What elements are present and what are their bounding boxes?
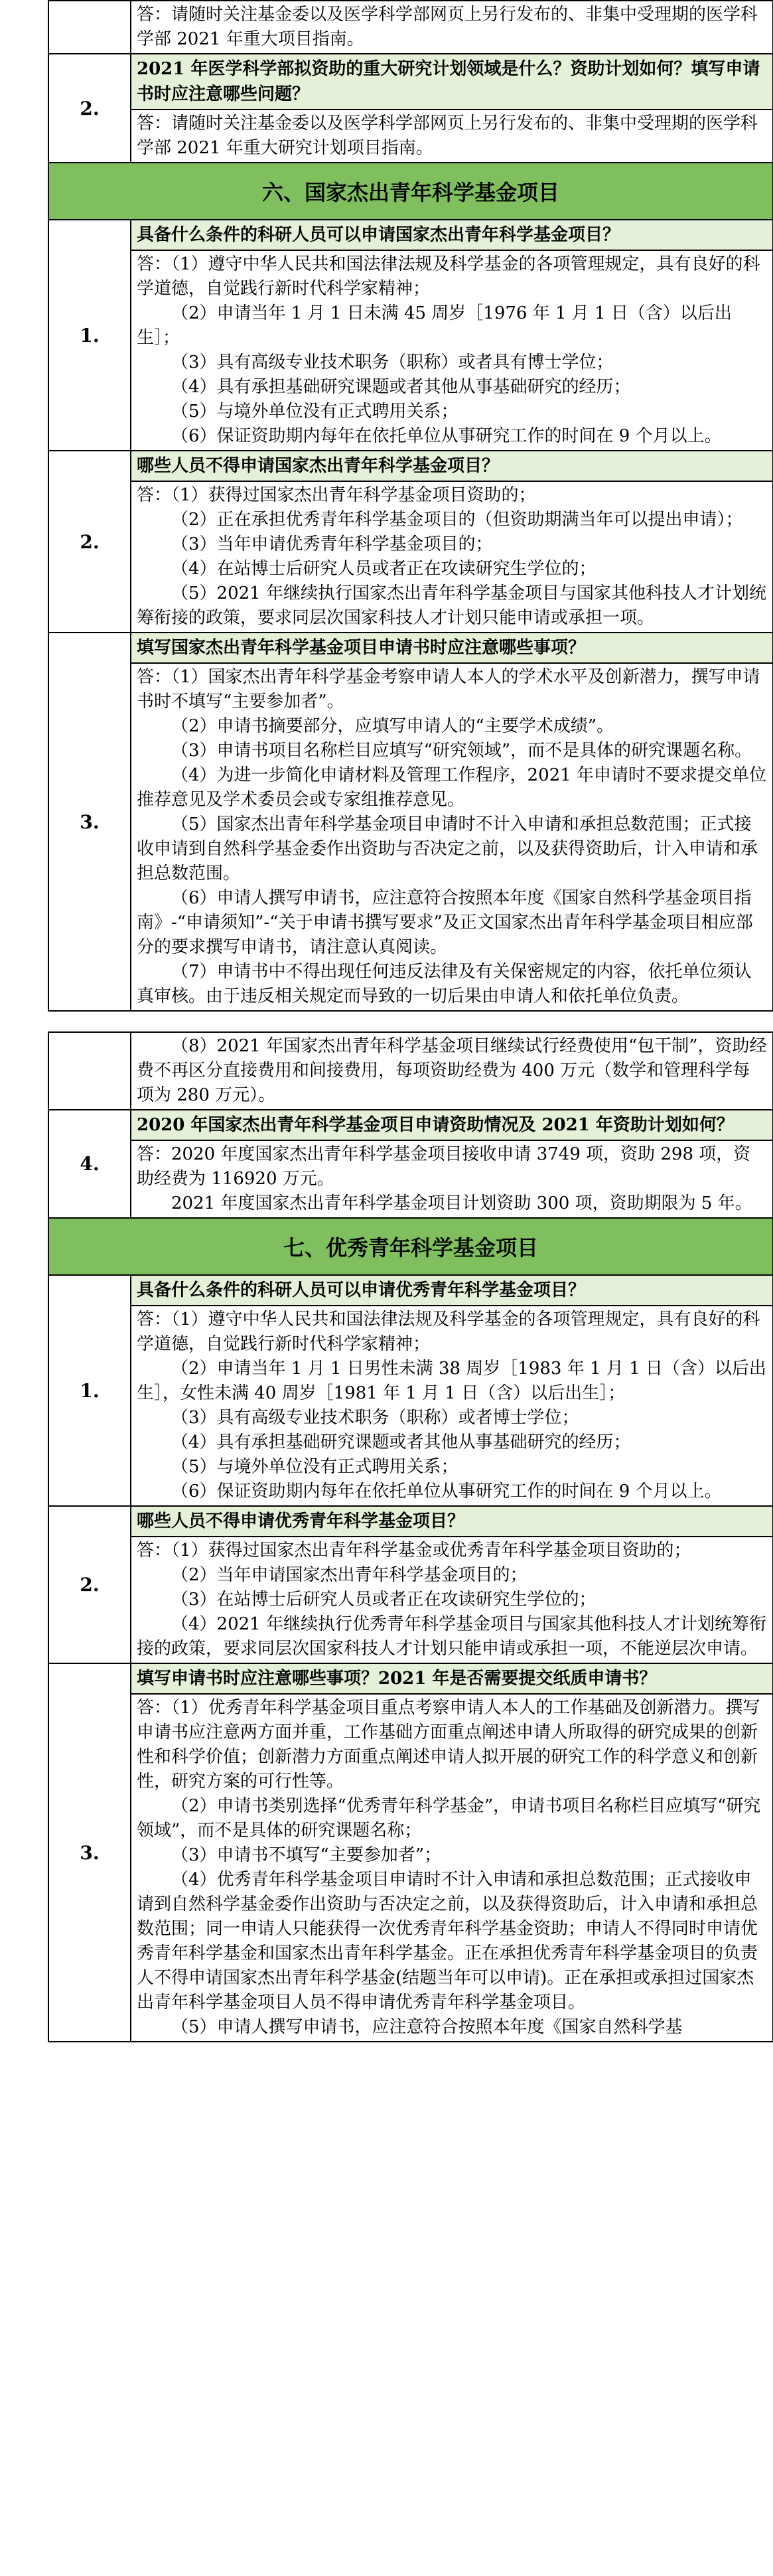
- answer-paragraph: 答：（1）遵守中华人民共和国法律法规及科学基金的各项管理规定，具有良好的科学道德，自觉践行新时代科学家精神；: [137, 1310, 760, 1354]
- answer-paragraph: （4）具有承担基础研究课题或者其他从事基础研究的经历；: [171, 377, 631, 397]
- answer-paragraph: （5）申请人撰写申请书，应注意符合按照本年度《国家自然科学基: [171, 2017, 683, 2037]
- table-row: [48, 481, 773, 633]
- faq-table-part-2: [48, 1031, 773, 2042]
- table-row: [48, 1140, 773, 1218]
- answer-paragraph: （5）2021 年继续执行国家杰出青年科学基金项目与国家其他科技人才计划统筹衔接的政策，要求同层次国家科技人才计划只能申请或承担一项。: [137, 583, 766, 628]
- table-row: [48, 1032, 773, 1110]
- answer-cell: [131, 1140, 773, 1218]
- answer-paragraph: 答：（1）优秀青年科学基金项目重点考察申请人本人的工作基础及创新潜力。撰写申请书应注意两方面并重，工作基础方面重点阐述申请人所取得的研究成果的创新性和科学价值；创新潜力方面重点阐述申请人拟开展的研究工作的科学意义和创新性，研究方案的可行性等。: [137, 1698, 760, 1791]
- answer-paragraph: （2）正在承担优秀青年科学基金项目的（但资助期满当年可以提出申请）；: [171, 510, 743, 530]
- answer-paragraph: （3）当年申请优秀青年科学基金项目的；: [171, 534, 493, 554]
- answer-paragraph: （6）保证资助期内每年在依托单位从事研究工作的时间在 9 个月以上。: [171, 1481, 722, 1501]
- answer-paragraph: （6）申请人撰写申请书，应注意符合按照本年度《国家自然科学基金项目指南》-“申请须知”-“关于申请书撰写要求”及正文国家杰出青年科学基金项目相应部分的要求撰写申请书，请注意认真阅读。: [137, 888, 753, 957]
- answer-paragraph: （7）申请书中不得出现任何违反法律及有关保密规定的内容，依托单位须认真审核。由于违反相关规定而导致的一切后果由申请人和依托单位负责。: [137, 962, 752, 1006]
- answer-paragraph: （2）申请书摘要部分，应填写申请人的“主要学术成绩”。: [171, 716, 614, 736]
- question-cell: 具备什么条件的科研人员可以申请国家杰出青年科学基金项目？: [131, 220, 773, 250]
- faq-table-part-1: [48, 0, 773, 1012]
- answer-paragraph: （4）在站博士后研究人员或者正在攻读研究生学位的；: [171, 559, 597, 579]
- item-number: 4.: [48, 1110, 131, 1218]
- answer-cell: [131, 1694, 773, 2042]
- table-row: [48, 451, 773, 481]
- answer-paragraph: 答：（1）获得过国家杰出青年科学基金或优秀青年科学基金项目资助的；: [137, 1541, 691, 1560]
- table-row: [48, 1, 773, 54]
- question-cell: 填写申请书时应注意哪些事项？2021 年是否需要提交纸质申请书？: [131, 1663, 773, 1694]
- answer-paragraph: （2）申请当年 1 月 1 日男性未满 38 周岁［1983 年 1 月 1 日（含）以后出生］，女性未满 40 周岁［1981 年 1 月 1 日（含）以后出生］；: [137, 1359, 766, 1403]
- answer-paragraph: 答：（1）遵守中华人民共和国法律法规及科学基金的各项管理规定，具有良好的科学道德，自觉践行新时代科学家精神；: [137, 254, 760, 299]
- item-number: 2.: [48, 54, 131, 163]
- item-number: 1.: [48, 220, 131, 451]
- section-header-row: [48, 163, 773, 220]
- answer-cell: [131, 1537, 773, 1663]
- answer-cell: [131, 1306, 773, 1506]
- item-number-cell: [48, 1032, 131, 1110]
- table-row: [48, 250, 773, 451]
- answer-paragraph: （5）与境外单位没有正式聘用关系；: [171, 402, 458, 421]
- answer-text: 答：请随时关注基金委以及医学科学部网页上另行发布的、非集中受理期的医学科学部 2021 年重大项目指南。: [137, 5, 758, 49]
- table-row: [48, 1275, 773, 1306]
- answer-paragraph: （3）申请书项目名称栏目应填写“研究领域”，而不是具体的研究课题名称。: [171, 741, 752, 761]
- item-number: 2.: [48, 451, 131, 633]
- answer-paragraph: （3）具有高级专业技术职务（职称）或者博士学位；: [171, 1408, 579, 1428]
- answer-paragraph: 答：（1）国家杰出青年科学基金考察申请人本人的学术水平及创新潜力，撰写申请书时不填写“主要参加者”。: [137, 667, 760, 712]
- answer-paragraph: （2）当年申请国家杰出青年科学基金项目的；: [171, 1565, 527, 1585]
- answer-cell: [131, 481, 773, 633]
- table-row: [48, 1694, 773, 2042]
- answer-paragraph: （3）在站博士后研究人员或者正在攻读研究生学位的；: [171, 1590, 597, 1610]
- table-row: [48, 54, 773, 110]
- answer-cell: [131, 663, 773, 1011]
- answer-paragraph: （5）与境外单位没有正式聘用关系；: [171, 1457, 458, 1477]
- answer-paragraph: （6）保证资助期内每年在依托单位从事研究工作的时间在 9 个月以上。: [171, 426, 722, 446]
- item-number-cell: [48, 1, 131, 54]
- answer-paragraph: （4）为进一步简化申请材料及管理工作程序，2021 年申请时不要求提交单位推荐意见及学术委员会或专家组推荐意见。: [137, 765, 766, 810]
- question-cell: 哪些人员不得申请优秀青年科学基金项目？: [131, 1506, 773, 1537]
- table-row: [48, 663, 773, 1011]
- question-cell: 哪些人员不得申请国家杰出青年科学基金项目？: [131, 451, 773, 481]
- table-row: [48, 1306, 773, 1506]
- answer-paragraph: （2）申请当年 1 月 1 日未满 45 周岁［1976 年 1 月 1 日（含）以后出生］；: [137, 303, 732, 348]
- item-number: 3.: [48, 633, 131, 1011]
- answer-paragraph: （2）申请书类别选择“优秀青年科学基金”，申请书项目名称栏目应填写“研究领域”，而不是具体的研究课题名称；: [137, 1796, 761, 1841]
- answer-paragraph: （5）国家杰出青年科学基金项目申请时不计入申请和承担总数范围；正式接收申请到自然科学基金委作出资助与否决定之前，以及获得资助后，计入申请和承担总数范围。: [137, 814, 758, 883]
- answer-paragraph: 答：2020 年度国家杰出青年科学基金项目接收申请 3749 项，资助 298 项，资助经费为 116920 万元。: [137, 1144, 751, 1189]
- answer-cell: [131, 250, 773, 451]
- answer-paragraph: （3）具有高级专业技术职务（职称）或者具有博士学位；: [171, 352, 614, 372]
- answer-paragraph: （4）优秀青年科学基金项目申请时不计入申请和承担总数范围；正式接收申请到自然科学基金委作出资助与否决定之前，以及获得资助后，计入申请和承担总数范围；同一申请人只能获得一次优秀青年科学基金资助；申请人不得同时申请优秀青年科学基金和国家杰出青年科学基金。正在承担优秀青年科学基金项目的负责人不得申请国家杰出青年科学基金(结题当年可以申请)。正在承担或承担过国家杰出青年科学基金项目人员不得申请优秀青年科学基金项目。: [137, 1870, 758, 2012]
- answer-paragraph: （8）2021 年国家杰出青年科学基金项目继续试行经费使用“包干制”，资助经费不再区分直接费用和间接费用，每项资助经费为 400 万元（数学和管理科学每项为 280 万元）。: [137, 1036, 767, 1105]
- answer-paragraph: （4）具有承担基础研究课题或者其他从事基础研究的经历；: [171, 1432, 631, 1452]
- answer-paragraph: （3）申请书不填写“主要参加者”；: [171, 1845, 442, 1865]
- answer-text: 答：请随时关注基金委以及医学科学部网页上另行发布的、非集中受理期的医学科学部 2021 年重大研究计划项目指南。: [137, 114, 758, 158]
- table-row: [48, 1663, 773, 1694]
- table-row: [48, 1110, 773, 1140]
- answer-cell: [131, 1, 773, 54]
- page-break-gap: [48, 1012, 773, 1031]
- answer-paragraph: 答：（1）获得过国家杰出青年科学基金项目资助的；: [137, 485, 536, 505]
- answer-cell: [131, 110, 773, 163]
- question-cell: 填写国家杰出青年科学基金项目申请书时应注意哪些事项？: [131, 633, 773, 663]
- answer-paragraph: （4）2021 年继续执行优秀青年科学基金项目与国家其他科技人才计划统筹衔接的政策，要求同层次国家科技人才计划只能申请或承担一项，不能逆层次申请。: [137, 1614, 766, 1659]
- table-row: [48, 1537, 773, 1663]
- section-6-title: 六、国家杰出青年科学基金项目: [48, 163, 773, 220]
- question-cell: 2020 年国家杰出青年科学基金项目申请资助情况及 2021 年资助计划如何？: [131, 1110, 773, 1140]
- item-number: 2.: [48, 1506, 131, 1663]
- table-row: [48, 110, 773, 163]
- question-cell: 具备什么条件的科研人员可以申请优秀青年科学基金项目？: [131, 1275, 773, 1306]
- document-page: [48, 0, 773, 2576]
- section-header-row: [48, 1218, 773, 1275]
- question-cell: 2021 年医学科学部拟资助的重大研究计划领域是什么？资助计划如何？填写申请书时应注意哪些问题？: [131, 54, 773, 110]
- item-number: 1.: [48, 1275, 131, 1506]
- table-row: [48, 220, 773, 250]
- item-number: 3.: [48, 1663, 131, 2042]
- answer-paragraph: 2021 年度国家杰出青年科学基金项目计划资助 300 项，资助期限为 5 年。: [171, 1193, 752, 1213]
- section-7-title: 七、优秀青年科学基金项目: [48, 1218, 773, 1275]
- answer-cell: [131, 1032, 773, 1110]
- table-row: [48, 633, 773, 663]
- table-row: [48, 1506, 773, 1537]
